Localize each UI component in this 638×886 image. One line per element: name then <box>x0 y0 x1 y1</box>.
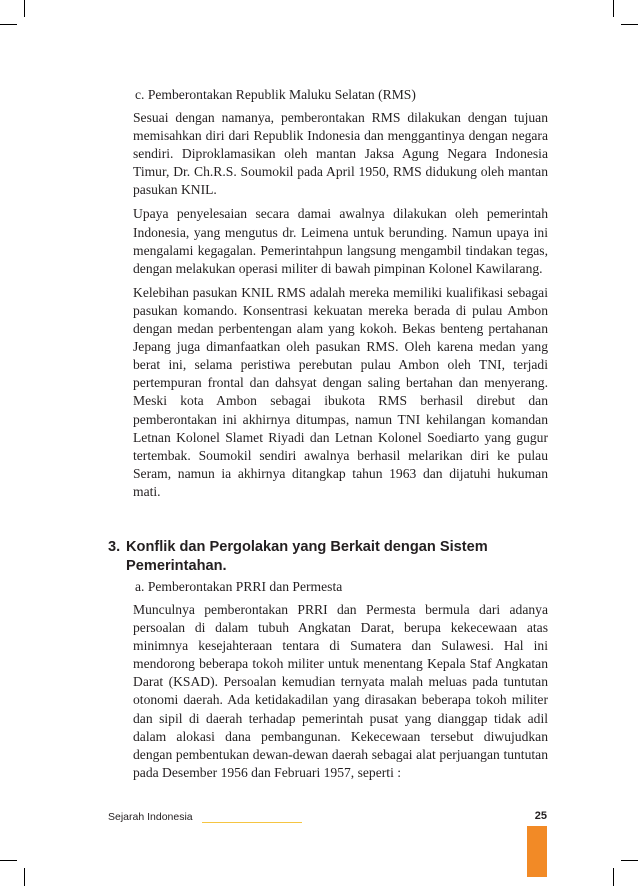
crop-mark-bottom-left-v <box>24 868 25 886</box>
section-c-content <box>133 86 548 507</box>
section-title: Konflik dan Pergolakan yang Berkait dengan Sistem Pemerintahan. <box>126 539 488 574</box>
crop-mark-top-right-v <box>613 0 614 17</box>
section-number: 3. <box>108 539 121 555</box>
crop-mark-bottom-right-h <box>621 860 638 861</box>
crop-mark-top-left-h <box>0 24 17 25</box>
paragraph: Upaya penyelesaian secara damai awalnya dilakukan oleh pemerintah Indonesia, yang mengutus dr. Leimena untuk berunding. Namun upaya ini mengalami kegagalan. Pemerintahpun langsung mengambil tindakan tegas, dengan melakukan operasi militer di bawah pimpinan Kolonel Kawilarang. <box>133 206 548 276</box>
paragraph: Kelebihan pasukan KNIL RMS adalah mereka memiliki kualifikasi sebagai pasukan komando. Konsentrasi kekuatan mereka berada di pulau Ambon dengan medan perbentengan alam yang kokoh. Bekas benteng pertahanan Jepang juga dimanfaatkan oleh pasukan RMS. Oleh karena medan yang berat ini, selama peristiwa perebutan pulau Ambon oleh TNI, terjadi pertempuran frontal dan dahsyat dengan saling bertahan dan menyerang. Meski kota Ambon sebagai ibukota RMS berhasil direbut dan pemberontakan ini akhirnya ditumpas, namun TNI kehilangan komandan Letnan Kolonel Slamet Riyadi dan Letnan Kolonel Soediarto yang gugur tertembak. Soumokil sendiri awalnya berhasil melarikan diri ke pulau Seram, namun ia akhirnya ditangkap tahun 1963 dan dijatuhi hukuman mati. <box>133 284 548 499</box>
section-heading <box>108 538 546 575</box>
subheading-prri: a. Pemberontakan PRRI dan Permesta <box>135 579 343 594</box>
crop-mark-bottom-left-h <box>0 860 17 861</box>
page-number: 25 <box>534 810 547 822</box>
footer-book-title: Sejarah Indonesia <box>108 811 193 823</box>
page-tab-accent <box>527 826 547 877</box>
crop-mark-top-right-h <box>621 24 638 25</box>
subheading-rms: c. Pemberontakan Republik Maluku Selatan (RMS) <box>135 87 416 102</box>
section-3-content <box>133 578 548 788</box>
crop-mark-bottom-right-v <box>613 868 614 886</box>
paragraph: Munculnya pemberontakan PRRI dan Permesta bermula dari adanya persoalan di dalam tubuh Angkatan Darat, berupa kekecewaan atas minimnya kesejahteraan tentara di Sumatera dan Sulawesi. Hal ini mendorong beberapa tokoh militer untuk menentang Kepala Staf Angkatan Darat (KSAD). Persoalan kemudian ternyata malah meluas pada tuntutan otonomi daerah. Ada ketidakadilan yang dirasakan beberapa tokoh militer dan sipil di daerah terhadap pemerintah pusat yang dianggap tidak adil dalam alokasi dana pembangunan. Kekecewaan tersebut diwujudkan dengan pembentukan dewan-dewan daerah sebagai alat perjuangan tuntutan pada Desember 1956 dan Februari 1957, seperti : <box>133 602 548 780</box>
crop-mark-top-left-v <box>24 0 25 17</box>
footer-divider <box>202 822 302 823</box>
paragraph: Sesuai dengan namanya, pemberontakan RMS dilakukan dengan tujuan memisahkan diri dari Republik Indonesia dan menggantinya dengan negara sendiri. Diproklamasikan oleh mantan Jaksa Agung Negara Indonesia Timur, Dr. Ch.R.S. Soumokil pada April 1950, RMS didukung oleh mantan pasukan KNIL. <box>133 110 548 198</box>
